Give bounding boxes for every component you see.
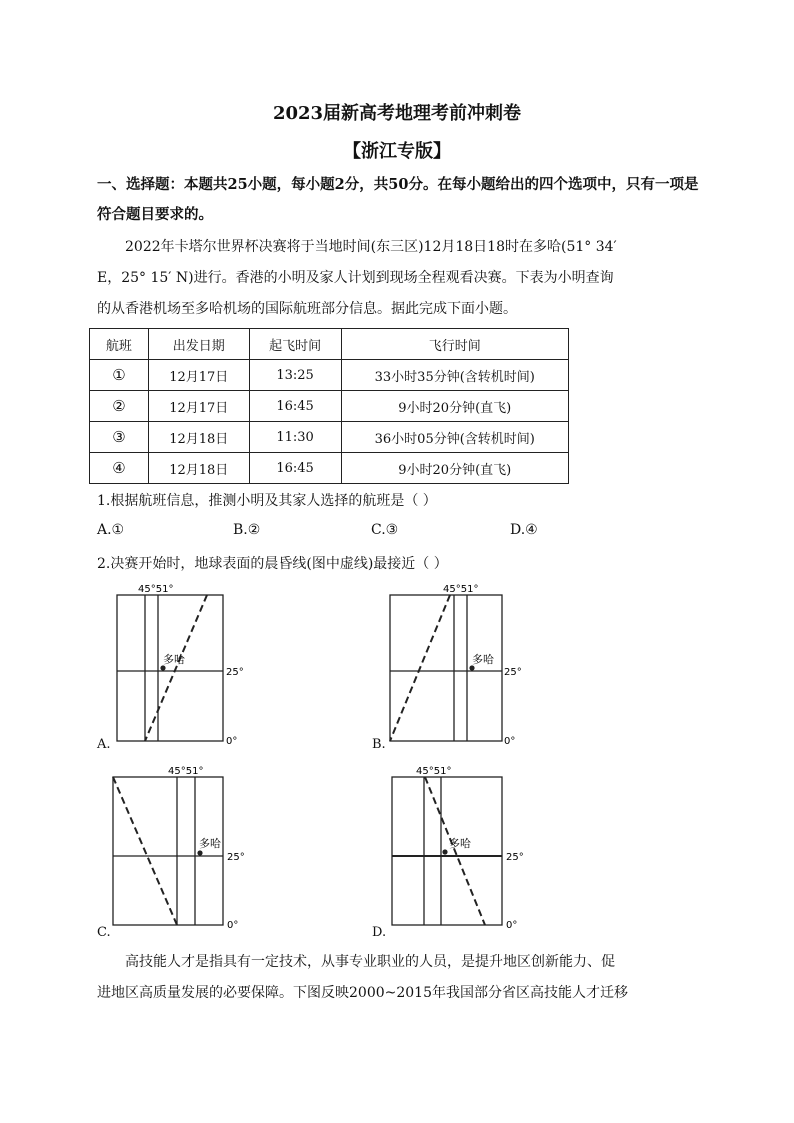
table-header: 出发日期 (148, 329, 249, 360)
table-row (90, 453, 569, 484)
lat-25-label: 25° (226, 667, 244, 678)
page-subtitle: 【浙江专版】 (343, 141, 451, 162)
diagram-c (110, 762, 250, 934)
lon-label: 45°51° (168, 766, 204, 777)
table-cell: 9小时20分钟(直飞) (341, 453, 568, 484)
q1-option-c: C.③ (371, 522, 399, 538)
q1-option-a: A.① (97, 522, 125, 538)
table-header: 飞行时间 (341, 329, 568, 360)
diagram-frame (390, 595, 502, 741)
diagram-a (110, 580, 250, 750)
table-cell: ② (90, 391, 149, 422)
table-header: 起飞时间 (249, 329, 341, 360)
table-cell: 12月18日 (148, 422, 249, 453)
intro-paragraph (97, 232, 709, 325)
intro-line-3: 的从香港机场至多哈机场的国际航班部分信息。据此完成下面小题。 (97, 301, 517, 317)
diagram-b-label: B. (372, 737, 386, 752)
table-row (90, 422, 569, 453)
table-header-row (90, 329, 569, 360)
lat-25-label: 25° (227, 852, 245, 863)
table-cell: 11:30 (249, 422, 341, 453)
lon-label: 45°51° (443, 584, 479, 595)
city-label: 多哈 (163, 653, 185, 666)
intro-line-2: E，25° 15′ N)进行。香港的小明及家人计划到现场全程观看决赛。下表为小明查询 (97, 270, 614, 286)
outro-paragraph (97, 947, 709, 1009)
table-cell: ③ (90, 422, 149, 453)
lat-0-label: 0° (506, 920, 518, 931)
table-row (90, 391, 569, 422)
lat-0-label: 0° (504, 736, 516, 747)
doha-point (469, 665, 474, 670)
page-title: 2023届新高考地理考前冲刺卷 (272, 103, 522, 124)
diagram-b (385, 580, 525, 750)
diagram-d-label: D. (372, 925, 387, 940)
section-heading: 一、选择题：本题共25小题，每小题2分，共50分。在每小题给出的四个选项中，只有一项是符合题目要求的。 (97, 176, 699, 223)
city-label: 多哈 (472, 653, 494, 666)
lat-25-label: 25° (504, 667, 522, 678)
lon-label: 45°51° (138, 584, 174, 595)
lat-0-label: 0° (227, 920, 239, 931)
doha-point (197, 850, 202, 855)
city-label: 多哈 (449, 837, 471, 850)
q1-option-b: B.② (233, 522, 261, 538)
city-label: 多哈 (199, 837, 221, 850)
terminator-line (425, 777, 485, 925)
doha-point (160, 665, 165, 670)
q1-option-d: D.④ (510, 522, 538, 538)
diagram-a-label: A. (97, 737, 111, 752)
table-cell: 12月17日 (148, 391, 249, 422)
table-cell: 13:25 (249, 360, 341, 391)
outro-line-1: 高技能人才是指具有一定技术，从事专业职业的人员，是提升地区创新能力、促 (125, 954, 615, 970)
diagram-c-label: C. (97, 925, 111, 940)
table-cell: ④ (90, 453, 149, 484)
table-cell: 12月18日 (148, 453, 249, 484)
intro-line-1: 2022年卡塔尔世界杯决赛将于当地时间(东三区)12月18日18时在多哈(51° 34′ (125, 239, 617, 255)
table-cell: 33小时35分钟(含转机时间) (341, 360, 568, 391)
table-cell: 9小时20分钟(直飞) (341, 391, 568, 422)
lat-0-label: 0° (226, 736, 238, 747)
question-1: 1.根据航班信息，推测小明及其家人选择的航班是（ ） (97, 493, 437, 509)
table-cell: 12月17日 (148, 360, 249, 391)
table-cell: 36小时05分钟(含转机时间) (341, 422, 568, 453)
terminator-line (113, 777, 177, 925)
terminator-line (145, 595, 207, 741)
lon-label: 45°51° (416, 766, 452, 777)
doha-point (442, 849, 447, 854)
diagram-d (385, 762, 525, 934)
diagram-frame (117, 595, 223, 741)
table-row (90, 360, 569, 391)
flight-table (89, 328, 569, 484)
question-2: 2.决赛开始时，地球表面的晨昏线(图中虚线)最接近（ ） (97, 556, 448, 572)
table-cell: ① (90, 360, 149, 391)
terminator-line (390, 595, 450, 741)
outro-line-2: 进地区高质量发展的必要保障。下图反映2000~2015年我国部分省区高技能人才迁移 (97, 985, 628, 1001)
table-cell: 16:45 (249, 453, 341, 484)
table-cell: 16:45 (249, 391, 341, 422)
table-header: 航班 (90, 329, 149, 360)
lat-25-label: 25° (506, 852, 524, 863)
